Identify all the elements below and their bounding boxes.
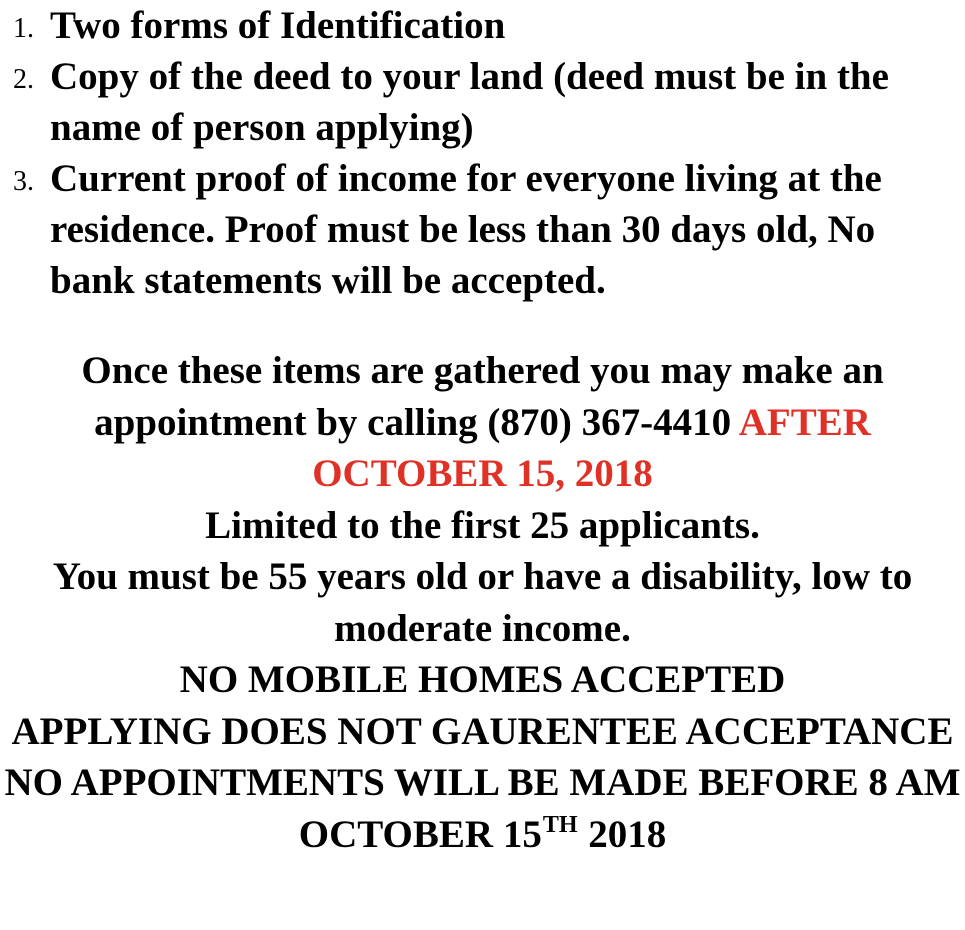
requirement-item-2 bbox=[0, 51, 930, 153]
requirement-text: Two forms of Identification bbox=[50, 4, 506, 47]
requirement-number: 3. bbox=[13, 166, 34, 197]
no-guarantee-line: APPLYING DOES NOT GAURENTEE ACCEPTANCE bbox=[11, 709, 954, 753]
requirement-item-1 bbox=[0, 0, 930, 51]
appointment-text: Once these items are gathered you may make an appointment by calling (870) 367-4410 bbox=[81, 349, 884, 444]
no-appointments-text: NO APPOINTMENTS WILL BE MADE BEFORE 8 AM OCTOBER 15 bbox=[4, 761, 961, 856]
ordinal-superscript: TH bbox=[542, 811, 578, 838]
no-appointments-line bbox=[0, 757, 965, 866]
limit-line: Limited to the first 25 applicants. bbox=[205, 503, 760, 547]
requirement-number: 1. bbox=[13, 13, 34, 44]
requirement-text: Copy of the deed to your land (deed must be in the name of person applying) bbox=[50, 55, 889, 149]
appointment-paragraph bbox=[0, 345, 965, 500]
eligibility-line: You must be 55 years old or have a disability, low to moderate income. bbox=[52, 555, 913, 650]
requirement-item-3 bbox=[0, 153, 930, 306]
no-appointments-year: 2018 bbox=[588, 812, 667, 856]
requirement-number: 2. bbox=[13, 64, 34, 95]
appointment-date-highlight: AFTER OCTOBER 15, 2018 bbox=[312, 400, 871, 495]
requirement-text: Current proof of income for everyone living at the residence. Proof must be less than 30 days old, No bank statements will be accepted. bbox=[50, 157, 882, 302]
notice-block bbox=[0, 345, 965, 866]
no-mobile-homes-line: NO MOBILE HOMES ACCEPTED bbox=[179, 658, 786, 701]
requirements-list bbox=[0, 0, 965, 306]
